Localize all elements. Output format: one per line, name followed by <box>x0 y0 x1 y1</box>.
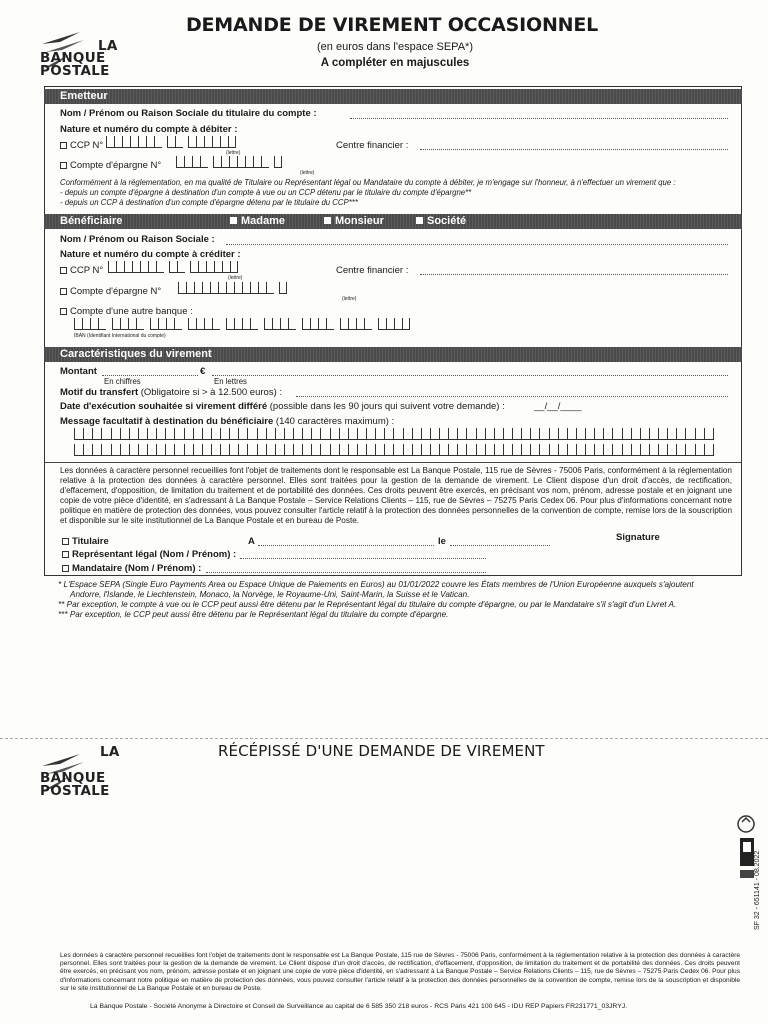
iban-cell[interactable] <box>326 318 334 330</box>
date-line <box>60 401 505 412</box>
mandataire-label: Mandataire (Nom / Prénom) : <box>72 563 202 574</box>
footnote-1b: Andorre, l'Islande, le Liechtenstein, Monaco, la Norvège, le Royaume-Uni, Saint-Marin, la Suisse et le Vatican. <box>70 590 470 599</box>
motif-field[interactable] <box>296 396 728 397</box>
message-cell[interactable] <box>403 444 412 456</box>
beneficiaire-name-label: Nom / Prénom ou Raison Sociale : <box>60 234 215 245</box>
form-subtitle: (en euros dans l'espace SEPA*) <box>317 41 473 53</box>
message-cell[interactable] <box>266 428 275 440</box>
iban-cell[interactable] <box>340 318 348 330</box>
iban-cell[interactable] <box>280 318 288 330</box>
option-monsieur[interactable]: Monsieur <box>324 214 384 229</box>
message-cell[interactable] <box>539 428 548 440</box>
titulaire-label: Titulaire <box>72 536 109 547</box>
checkbox[interactable] <box>60 267 67 274</box>
message-cell[interactable] <box>202 428 211 440</box>
brand-line2: BANQUE <box>40 50 106 66</box>
message-cell[interactable] <box>640 444 649 456</box>
message-cell[interactable] <box>430 428 439 440</box>
message-cell[interactable] <box>375 428 384 440</box>
message-cell[interactable] <box>92 444 101 456</box>
section-beneficiaire <box>44 214 742 229</box>
message-cell[interactable] <box>539 444 548 456</box>
representant-option[interactable] <box>62 549 236 560</box>
form-instruction: A compléter en majuscules <box>320 57 470 69</box>
message-cell[interactable] <box>74 428 83 440</box>
message-cell[interactable] <box>558 444 567 456</box>
message-cell[interactable] <box>320 428 329 440</box>
message-cell[interactable] <box>622 428 631 440</box>
iban-cell[interactable] <box>188 318 196 330</box>
date-sign-label: le <box>438 536 446 547</box>
message-cell[interactable] <box>640 428 649 440</box>
brand-line3: POSTALE <box>40 63 110 79</box>
emetteur-ccp-letter: (lettre) <box>226 150 241 156</box>
representant-field[interactable] <box>240 558 486 559</box>
place-field[interactable] <box>258 545 434 546</box>
message-hint: (140 caractères maximum) : <box>275 416 395 427</box>
message-cell[interactable] <box>576 428 585 440</box>
message-cell[interactable] <box>658 444 667 456</box>
message-cell[interactable] <box>603 444 612 456</box>
form-reference: SF 32 - 651141 - 08.2022 <box>754 850 761 930</box>
iban-cell[interactable] <box>74 318 82 330</box>
message-cell[interactable] <box>695 428 704 440</box>
message-cell[interactable] <box>101 444 110 456</box>
mandataire-option[interactable] <box>62 563 201 574</box>
message-cell[interactable] <box>229 444 238 456</box>
message-cell[interactable] <box>494 428 503 440</box>
beneficiaire-savings-cells[interactable] <box>178 282 287 294</box>
message-cell[interactable] <box>302 428 311 440</box>
iban-cell[interactable] <box>348 318 356 330</box>
message-cell[interactable] <box>156 428 165 440</box>
date-label: Date d'exécution souhaitée si virement différé <box>60 401 268 412</box>
ccp-label: CCP N° <box>70 265 104 276</box>
brand-logo <box>40 30 150 78</box>
receipt-brand-line3: POSTALE <box>40 783 110 799</box>
message-cell[interactable] <box>311 444 320 456</box>
receipt-privacy-notice: Les données à caractère personnel recueillies font l'objet de traitements dont le responsable est La Banque Postale, 115 rue de Sèvres - 75006 Paris, conformément à la réglementation relative à la protection des données à caractère personnel. Elles sont traitées pour la gestion de la demande de virement. Le Client dispose d'un droit d'accès, de rectification, d'effacement, d'opposition, de limitation du traitement et de portabilité des données. Ces droits peuvent être exercés, en précisant vos nom, prénom, adresse postale et en joignant une copie de votre pièce d'identité, en s'adressant à La Banque Postale – Service Relations Clients – 115, rue de Sèvres – 75275 Paris Cedex 06. Pour plus d'informations concernant notre politique en matière de protection des données, vous pouvez consulter l'article relatif à la protection des données personnelles de la convention de compte, remise lors de la souscription et disponible sur le site institutionnel de La Banque Postale et en bureau de Poste. <box>60 952 740 992</box>
message-cell[interactable] <box>220 428 229 440</box>
receipt-brand-line2: BANQUE <box>40 770 106 786</box>
message-cell[interactable] <box>193 428 202 440</box>
iban-cell[interactable] <box>120 318 128 330</box>
iban-cell[interactable] <box>378 318 386 330</box>
message-cell[interactable] <box>211 428 220 440</box>
message-cell[interactable] <box>202 444 211 456</box>
message-cell[interactable] <box>612 444 621 456</box>
motif-line <box>60 387 282 398</box>
message-cell[interactable] <box>704 428 714 440</box>
emetteur-name-field[interactable] <box>350 118 728 119</box>
checkbox[interactable] <box>62 551 69 558</box>
message-cell[interactable] <box>649 428 658 440</box>
message-cell[interactable] <box>138 428 147 440</box>
date-sign-field[interactable] <box>450 545 550 546</box>
beneficiaire-ccp-cells[interactable] <box>108 261 238 273</box>
iban-cell[interactable] <box>158 318 166 330</box>
message-cell[interactable] <box>184 428 193 440</box>
iban-cell[interactable] <box>174 318 182 330</box>
message-cell[interactable] <box>439 444 448 456</box>
message-cell[interactable] <box>530 428 539 440</box>
message-cell[interactable] <box>503 428 512 440</box>
message-cell[interactable] <box>521 444 530 456</box>
amount-words-field[interactable] <box>212 375 728 376</box>
message-line <box>60 416 394 427</box>
message-cell[interactable] <box>366 428 375 440</box>
privacy-separator <box>44 462 742 463</box>
message-cell[interactable] <box>174 444 183 456</box>
message-label: Message facultatif à destination du bénéficiaire <box>60 416 274 427</box>
message-cell[interactable] <box>184 444 193 456</box>
footnote-3: *** Par exception, le CCP peut aussi être détenu par le Représentant légal du titulaire du compte d'épargne. <box>58 610 449 619</box>
message-cell[interactable] <box>193 444 202 456</box>
message-cell[interactable] <box>612 428 621 440</box>
message-cell[interactable] <box>165 428 174 440</box>
receipt-brand-line1-box <box>100 746 120 759</box>
in-words-caption: En lettres <box>214 377 247 386</box>
message-cell[interactable] <box>275 428 284 440</box>
message-cell[interactable] <box>421 444 430 456</box>
iban-cell[interactable] <box>402 318 410 330</box>
message-cell[interactable] <box>375 444 384 456</box>
section-emetteur <box>44 89 742 104</box>
message-cell[interactable] <box>339 428 348 440</box>
message-cell[interactable] <box>165 444 174 456</box>
message-cell[interactable] <box>457 428 466 440</box>
date-field[interactable]: __/__/____ <box>534 401 582 412</box>
message-cell[interactable] <box>476 428 485 440</box>
currency-symbol: € <box>200 366 206 377</box>
mandataire-field[interactable] <box>206 572 486 573</box>
iban-cell[interactable] <box>310 318 318 330</box>
message-cell[interactable] <box>138 444 147 456</box>
receipt-brand-logo <box>40 744 150 812</box>
checkbox[interactable] <box>60 288 67 295</box>
iban-cell[interactable] <box>288 318 296 330</box>
message-cell[interactable] <box>549 428 558 440</box>
iban-cell[interactable] <box>394 318 402 330</box>
beneficiaire-account-label: Nature et numéro du compte à créditer : <box>60 249 241 260</box>
section-beneficiaire-label: Bénéficiaire <box>60 215 123 227</box>
date-hint: (possible dans les 90 jours qui suivent votre demande) : <box>269 401 505 412</box>
message-cell[interactable] <box>403 428 412 440</box>
form-title: DEMANDE DE VIREMENT OCCASIONNEL <box>185 14 599 36</box>
iban-cell[interactable] <box>212 318 220 330</box>
iban-cells[interactable] <box>74 318 410 330</box>
iban-cell[interactable] <box>356 318 364 330</box>
motif-hint: (Obligatoire si > à 12.500 euros) : <box>140 387 283 398</box>
message-cell[interactable] <box>485 428 494 440</box>
message-cell[interactable] <box>111 428 120 440</box>
message-cell[interactable] <box>685 428 694 440</box>
emetteur-savings-letter: (lettre) <box>300 170 315 176</box>
message-cell[interactable] <box>257 428 266 440</box>
message-cell[interactable] <box>238 428 247 440</box>
message-cell[interactable] <box>567 444 576 456</box>
option-societe[interactable]: Société <box>416 214 466 229</box>
message-cell[interactable] <box>302 444 311 456</box>
message-cell[interactable] <box>339 444 348 456</box>
message-cell[interactable] <box>512 428 521 440</box>
message-cell[interactable] <box>448 444 457 456</box>
message-cell[interactable] <box>330 444 339 456</box>
message-cell[interactable] <box>622 444 631 456</box>
beneficiaire-centre-field[interactable] <box>420 274 728 275</box>
privacy-notice: Les données à caractère personnel recueillies font l'objet de traitements dont le responsable est La Banque Postale, 115 rue de Sèvres - 75006 Paris, conformément à la réglementation relative à la protection des données à caractère personnel. Elles sont traitées pour la gestion de la demande de virement. Le Client dispose d'un droit d'accès, de rectification, d'effacement, d'opposition, de limitation du traitement et de portabilité des données. Ces droits peuvent être exercés, en précisant vos nom, prénom, adresse postale et en joignant une copie de votre pièce d'identité, en s'adressant à La Banque Postale – Service Relations Clients – 115, rue de Sèvres – 75275 Paris Cedex 06. Pour plus d'informations concernant notre politique en matière de protection des données, vous pouvez consulter l'article relatif à la protection des données personnelles de la convention de compte, remise lors de la souscription et disponible sur le site institutionnel de La Banque Postale et en bureau de Poste. <box>60 466 732 525</box>
message-cell[interactable] <box>421 428 430 440</box>
message-cell[interactable] <box>649 444 658 456</box>
message-cell[interactable] <box>676 428 685 440</box>
legal-mention: La Banque Postale - Société Anonyme à Directoire et Conseil de Surveillance au capital de 6 585 350 218 euros - RCS Paris 421 100 645 - IDU REP Papiers FR231771_03JRYJ. <box>90 1003 628 1010</box>
beneficiaire-name-field[interactable] <box>226 244 728 245</box>
message-cell[interactable] <box>220 444 229 456</box>
message-cell[interactable] <box>631 428 640 440</box>
message-cell[interactable] <box>530 444 539 456</box>
iban-cell[interactable] <box>128 318 136 330</box>
beneficiaire-other-bank-option[interactable] <box>60 306 193 317</box>
receipt-brand-line2-box <box>40 772 110 798</box>
message-cell[interactable] <box>476 444 485 456</box>
message-cell[interactable] <box>549 444 558 456</box>
message-cell[interactable] <box>594 444 603 456</box>
section-emetteur-label: Emetteur <box>60 90 108 102</box>
message-cell[interactable] <box>147 428 156 440</box>
message-cell[interactable] <box>503 444 512 456</box>
iban-cell[interactable] <box>98 318 106 330</box>
message-cell[interactable] <box>704 444 714 456</box>
in-figures-caption: En chiffres <box>104 377 141 386</box>
message-cell[interactable] <box>229 428 238 440</box>
message-cell[interactable] <box>357 428 366 440</box>
emetteur-savings-cells[interactable] <box>176 156 282 168</box>
iban-cell[interactable] <box>90 318 98 330</box>
message-cell[interactable] <box>567 428 576 440</box>
message-cell[interactable] <box>393 428 402 440</box>
message-cell[interactable] <box>558 428 567 440</box>
message-cell[interactable] <box>120 428 129 440</box>
message-cell[interactable] <box>430 444 439 456</box>
checkbox[interactable] <box>60 308 67 315</box>
message-cell[interactable] <box>667 444 676 456</box>
footnotes <box>58 580 738 620</box>
message-cell[interactable] <box>120 444 129 456</box>
message-cell[interactable] <box>576 444 585 456</box>
iban-cell[interactable] <box>204 318 212 330</box>
message-cell[interactable] <box>448 428 457 440</box>
message-cell[interactable] <box>594 428 603 440</box>
receipt-brand-line1: LA <box>100 744 120 760</box>
message-cell[interactable] <box>585 444 594 456</box>
message-cell[interactable] <box>494 444 503 456</box>
message-cell[interactable] <box>147 444 156 456</box>
message-cell[interactable] <box>412 428 421 440</box>
beneficiaire-savings-letter: (lettre) <box>342 296 357 302</box>
iban-cell[interactable] <box>386 318 394 330</box>
iban-cell[interactable] <box>196 318 204 330</box>
message-cell[interactable] <box>83 444 92 456</box>
message-cell[interactable] <box>676 444 685 456</box>
message-row-1[interactable] <box>74 428 714 440</box>
message-cell[interactable] <box>129 428 138 440</box>
iban-cell[interactable] <box>272 318 280 330</box>
iban-cell[interactable] <box>112 318 120 330</box>
message-cell[interactable] <box>92 428 101 440</box>
other-bank-label: Compte d'une autre banque : <box>70 306 193 317</box>
message-cell[interactable] <box>284 444 293 456</box>
motif-label: Motif du transfert <box>60 387 139 398</box>
iban-cell[interactable] <box>234 318 242 330</box>
representant-label: Représentant légal (Nom / Prénom) : <box>72 549 237 560</box>
message-cell[interactable] <box>457 444 466 456</box>
message-cell[interactable] <box>439 428 448 440</box>
message-cell[interactable] <box>348 428 357 440</box>
message-cell[interactable] <box>174 428 183 440</box>
message-cell[interactable] <box>275 444 284 456</box>
ccp-label: CCP N° <box>70 140 104 151</box>
message-cell[interactable] <box>284 428 293 440</box>
brand-line1: LA <box>98 38 118 54</box>
message-cell[interactable] <box>585 428 594 440</box>
message-cell[interactable] <box>320 444 329 456</box>
message-cell[interactable] <box>211 444 220 456</box>
iban-cell[interactable] <box>264 318 272 330</box>
message-cell[interactable] <box>247 428 256 440</box>
message-cell[interactable] <box>521 428 530 440</box>
beneficiaire-savings-option[interactable] <box>60 286 161 297</box>
section-virement <box>44 347 742 362</box>
message-cell[interactable] <box>412 444 421 456</box>
message-cell[interactable] <box>257 444 266 456</box>
message-cell[interactable] <box>348 444 357 456</box>
message-cell[interactable] <box>357 444 366 456</box>
iban-caption: IBAN (Identifiant International du compte) <box>74 333 166 339</box>
message-cell[interactable] <box>266 444 275 456</box>
message-cell[interactable] <box>101 428 110 440</box>
message-cell[interactable] <box>631 444 640 456</box>
iban-cell[interactable] <box>82 318 90 330</box>
message-cell[interactable] <box>366 444 375 456</box>
iban-cell[interactable] <box>136 318 144 330</box>
titulaire-option[interactable] <box>62 536 109 547</box>
emetteur-centre-field[interactable] <box>420 149 728 150</box>
emetteur-centre-label: Centre financier : <box>336 140 409 151</box>
message-cell[interactable] <box>603 428 612 440</box>
iban-cell[interactable] <box>166 318 174 330</box>
beneficiaire-ccp-letter: (lettre) <box>228 275 243 281</box>
iban-cell[interactable] <box>150 318 158 330</box>
beneficiaire-ccp-option[interactable] <box>60 265 103 276</box>
emetteur-savings-option[interactable] <box>60 160 161 171</box>
message-cell[interactable] <box>238 444 247 456</box>
message-cell[interactable] <box>74 444 83 456</box>
message-cell[interactable] <box>293 444 302 456</box>
amount-label: Montant <box>60 366 97 377</box>
iban-cell[interactable] <box>226 318 234 330</box>
footnote-2: ** Par exception, le compte à vue ou le CCP peut aussi être détenu par le Représentant légal du titulaire du compte d'épargne, ou par le Mandataire s'il s'agit d'un Livret A. <box>58 600 677 609</box>
amount-figures-field[interactable] <box>102 375 198 376</box>
emetteur-ccp-cells[interactable] <box>106 136 236 148</box>
message-cell[interactable] <box>247 444 256 456</box>
receipt-title: RÉCÉPISSÉ D'UNE DEMANDE DE VIREMENT <box>218 742 545 760</box>
emetteur-commitment: Conformément à la réglementation, en ma qualité de Titulaire ou Représentant légal ou Mandataire du compte à débiter, je m'engage sur l'honneur, à n'effectuer un virement que : <box>60 178 676 187</box>
checkbox[interactable] <box>60 162 67 169</box>
message-cell[interactable] <box>330 428 339 440</box>
iban-cell[interactable] <box>302 318 310 330</box>
checkbox[interactable] <box>60 142 67 149</box>
message-cell[interactable] <box>129 444 138 456</box>
message-cell[interactable] <box>466 444 475 456</box>
place-label: A <box>248 536 255 547</box>
message-cell[interactable] <box>658 428 667 440</box>
message-cell[interactable] <box>512 444 521 456</box>
message-cell[interactable] <box>485 444 494 456</box>
brand-name-2 <box>40 52 110 78</box>
iban-cell[interactable] <box>364 318 372 330</box>
emetteur-name-label: Nom / Prénom ou Raison Sociale du titulaire du compte : <box>60 108 317 119</box>
iban-cell[interactable] <box>250 318 258 330</box>
message-cell[interactable] <box>293 428 302 440</box>
emetteur-condition-1: - depuis un compte d'épargne à destination d'un compte à vue ou un CCP détenu par le titulaire du compte d'épargne** <box>60 188 472 197</box>
message-cell[interactable] <box>384 428 393 440</box>
message-cell[interactable] <box>685 444 694 456</box>
message-row-2[interactable] <box>74 444 714 456</box>
message-cell[interactable] <box>695 444 704 456</box>
message-cell[interactable] <box>311 428 320 440</box>
message-cell[interactable] <box>384 444 393 456</box>
signature-label: Signature <box>616 532 660 543</box>
savings-label: Compte d'épargne N° <box>70 286 162 297</box>
message-cell[interactable] <box>156 444 165 456</box>
message-cell[interactable] <box>667 428 676 440</box>
cut-line <box>0 738 768 739</box>
message-cell[interactable] <box>83 428 92 440</box>
checkbox[interactable] <box>62 565 69 572</box>
footnote-1a: * L'Espace SEPA (Single Euro Payments Area ou Espace Unique de Paiements en Euros) au 01/01/2022 couvre les États membres de l'Union Européenne auxquels s'ajoutent <box>58 580 694 589</box>
emetteur-condition-2: - depuis un CCP à destination d'un compte d'épargne détenu par le titulaire du CCP*** <box>60 198 358 207</box>
emetteur-account-label: Nature et numéro du compte à débiter : <box>60 124 238 135</box>
iban-cell[interactable] <box>242 318 250 330</box>
emetteur-ccp-option[interactable] <box>60 140 103 151</box>
message-cell[interactable] <box>111 444 120 456</box>
message-cell[interactable] <box>466 428 475 440</box>
savings-label: Compte d'épargne N° <box>70 160 162 171</box>
checkbox[interactable] <box>62 538 69 545</box>
section-virement-label: Caractéristiques du virement <box>60 348 212 360</box>
message-cell[interactable] <box>393 444 402 456</box>
option-madame[interactable]: Madame <box>230 214 285 229</box>
iban-cell[interactable] <box>318 318 326 330</box>
beneficiaire-centre-label: Centre financier : <box>336 265 409 276</box>
